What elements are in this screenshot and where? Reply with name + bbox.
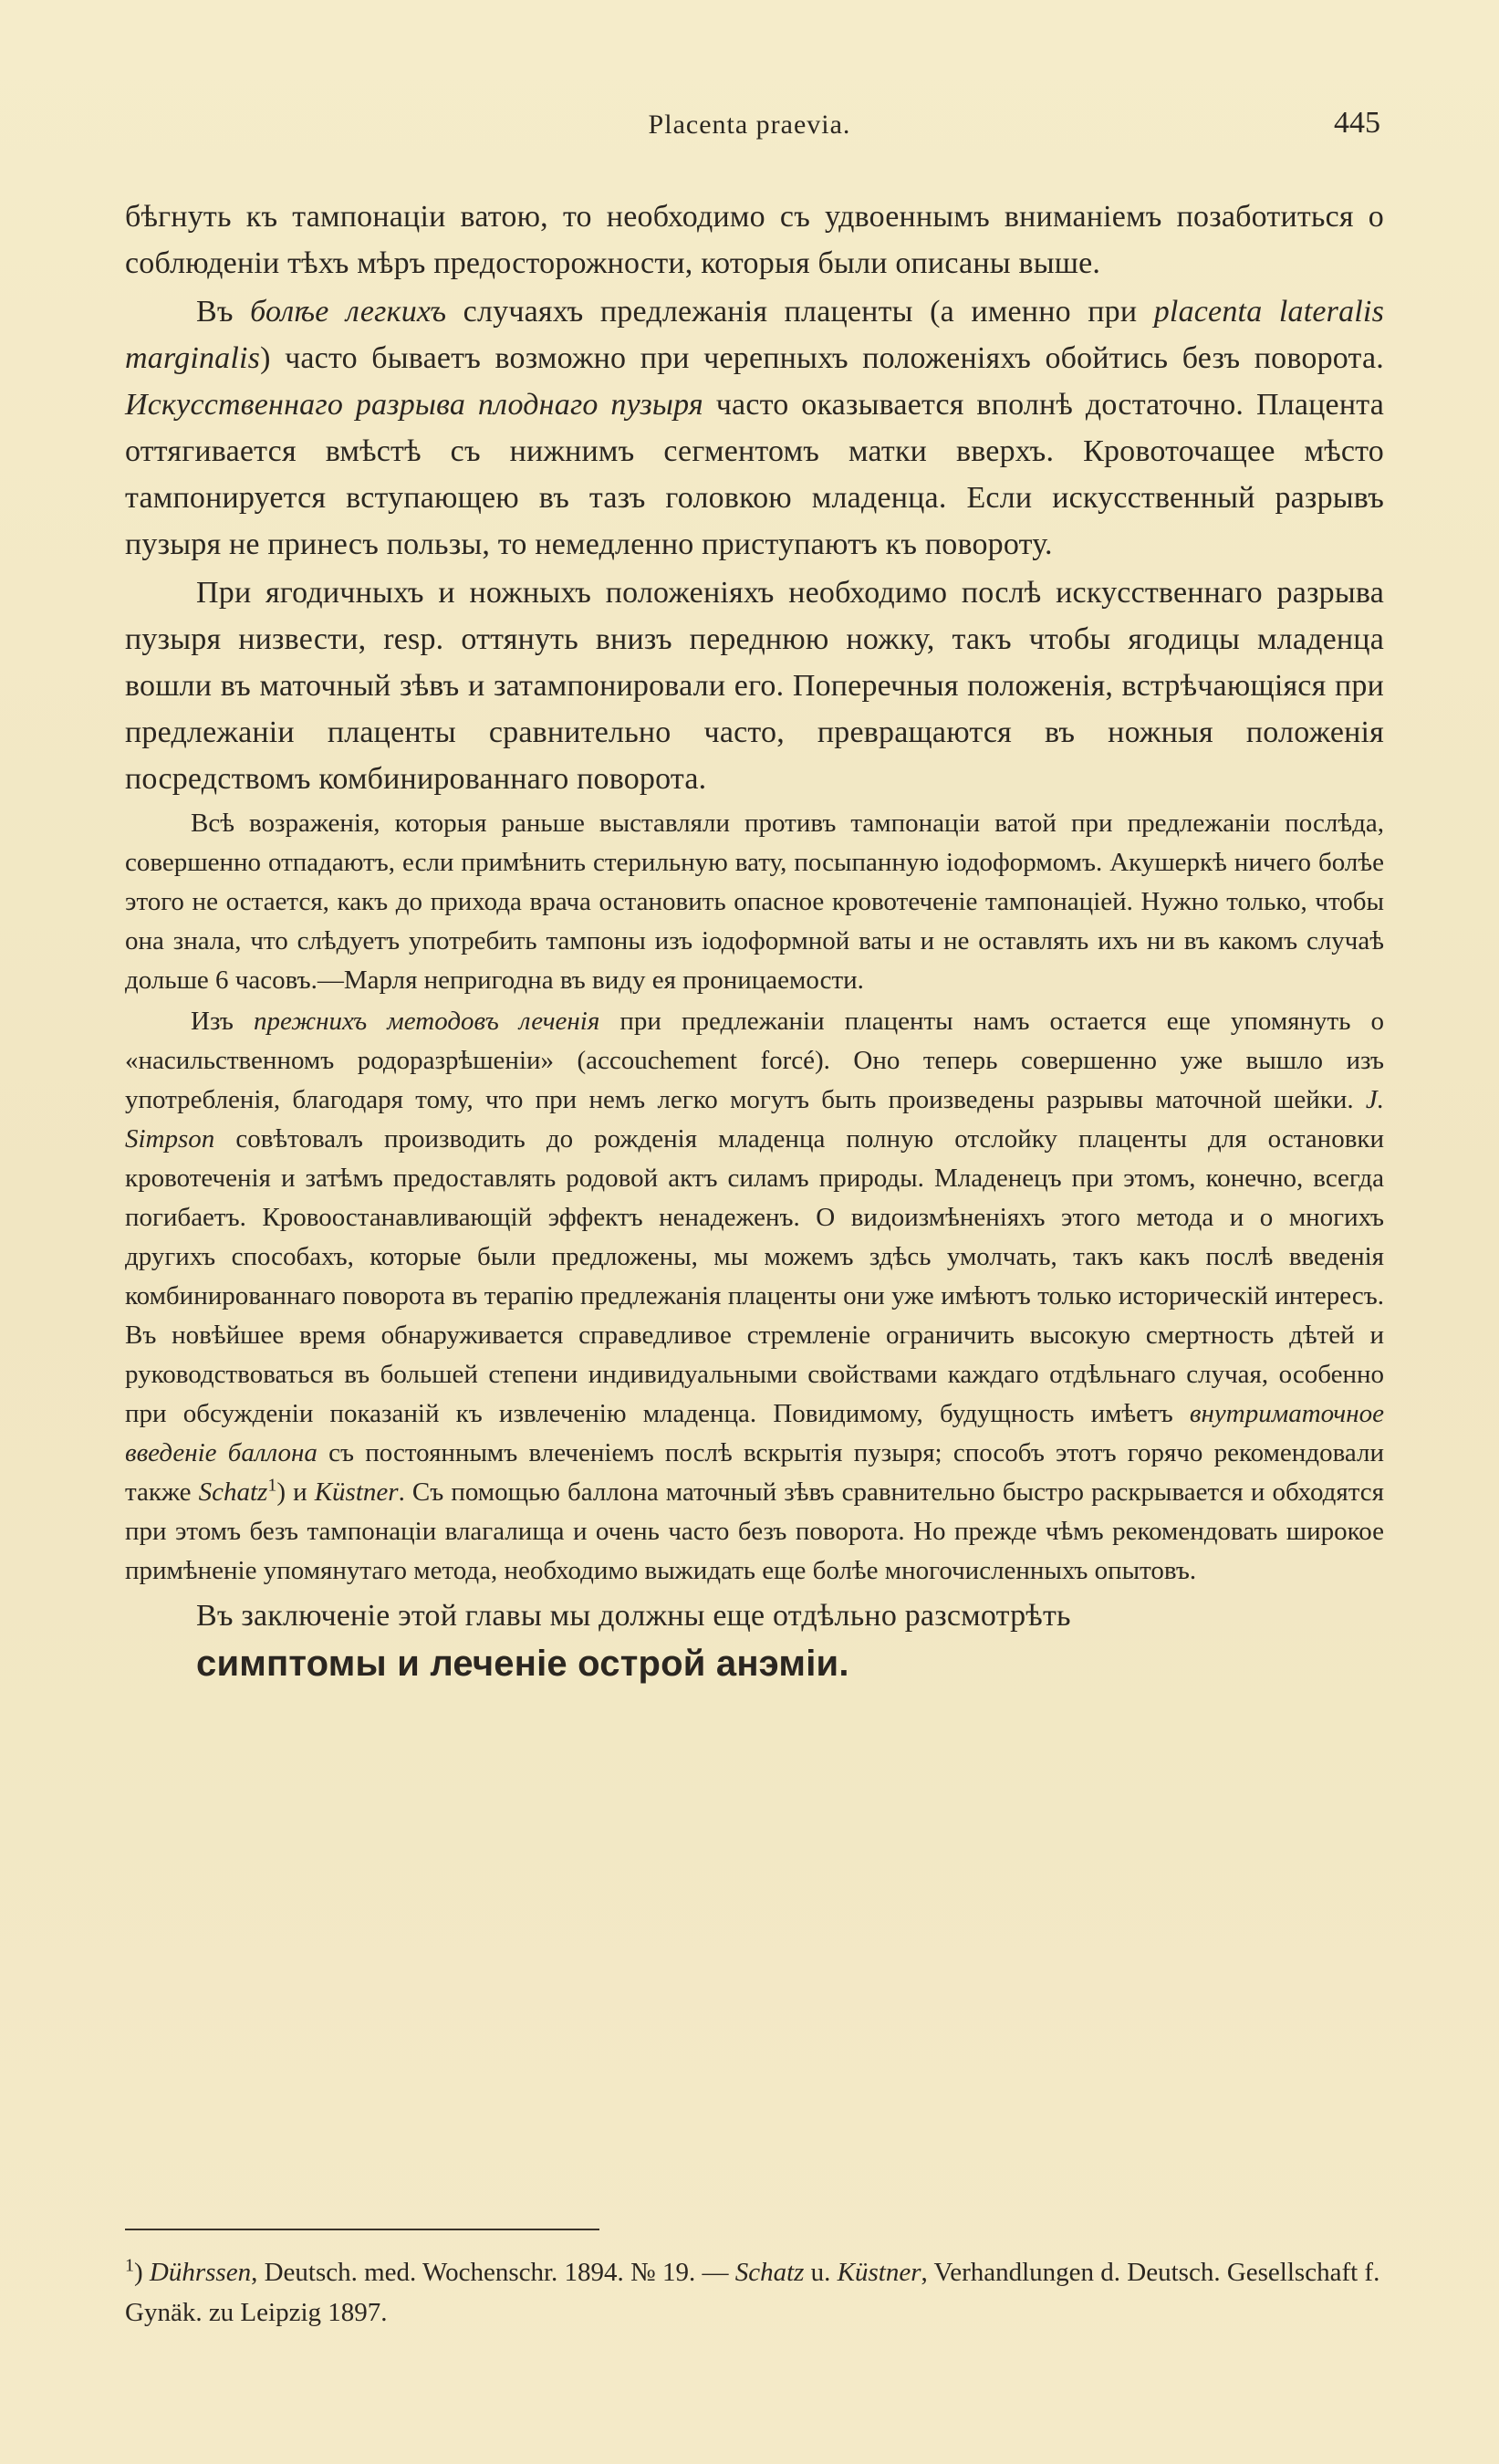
- italic-run: Dührssen: [149, 2258, 252, 2287]
- text-run: u.: [804, 2258, 838, 2287]
- italic-run: болѣе легкихъ: [250, 295, 447, 329]
- text-run: Изъ: [191, 1007, 254, 1036]
- text-run: , Deutsch. med. Wochenschr. 1894. № 19. —: [251, 2258, 735, 2287]
- paragraph-4: Всѣ возраженія, которыя раньше выставляли противъ тампонаціи ватой при предлежаніи послѣда, совершенно отпадаютъ, если примѣнить стерильную вату, посыпанную іодоформомъ. Акушеркѣ ничего болѣе этого не остается, какъ до прихода врача остановить опасное кровотеченіе тампонаціей. Нужно только, чтобы она знала, что слѣдуетъ употребить тампоны изъ іодоформной ваты и не оставлять ихъ ни въ какомъ случаѣ дольше 6 часовъ.—Марля непригодна въ виду ея проницаемости.: [125, 809, 1384, 995]
- italic-run: внутриматочное введеніе баллона: [125, 1399, 1384, 1467]
- text-run: ): [134, 2258, 150, 2287]
- section-heading: симптомы и леченіе острой анэміи.: [196, 1644, 849, 1684]
- page-number: 445: [1334, 106, 1380, 140]
- paragraph-6: [125, 1592, 1384, 1688]
- text-run: . Съ помощью баллона маточный зѣвъ сравнительно быстро раскрывается и обходятся при этомъ безъ тампонаціи влагалища и очень часто безъ поворота. Но прежде чѣмъ рекомендовать широкое примѣненіе упомянутаго метода, необходимо выжидать еще болѣе многочисленныхъ опытовъ.: [125, 1477, 1385, 1585]
- body-text: [125, 193, 1384, 1688]
- text-run: при предлежаніи плаценты намъ остается еще упомянуть о «насильственномъ родоразрѣшеніи» (accouchement forcé). Оно теперь совершенно уже вышло изъ употребленія, благодаря тому, что при немъ легко могутъ быть произведены разрывы маточной шейки.: [125, 1007, 1385, 1114]
- italic-run: Искусственнаго разрыва плоднаго пузыря: [125, 388, 703, 422]
- text-run: часто оказывается вполнѣ достаточно. Плацента оттягивается вмѣстѣ съ нижнимъ сегментомъ матки вверхъ. Кровоточащее мѣсто тампонируется вступающею въ тазъ головкою младенца. Если искусственный разрывъ пузыря не принесъ пользы, то немедленно приступаютъ къ повороту.: [125, 388, 1384, 561]
- italic-run: Schatz: [734, 2258, 805, 2287]
- text-run: случаяхъ предлежанія плаценты (а именно при: [446, 295, 1154, 329]
- italic-run: Küstner: [314, 1477, 399, 1507]
- page-header: [0, 102, 1499, 148]
- paragraph-3: При ягодичныхъ и ножныхъ положеніяхъ необходимо послѣ искусственнаго разрыва пузыря низвести, resp. оттянуть внизъ переднюю ножку, такъ чтобы ягодицы младенца вошли въ маточный зѣвъ и затампонировали его. Поперечныя положенія, встрѣчающіяся при предлежаніи плаценты сравнительно часто, превращаются въ ножныя положенія посредствомъ комбинированнаго поворота.: [125, 576, 1384, 796]
- footnote-divider: [125, 2229, 599, 2230]
- text-run: , Verhandlungen d. Deutsch. Gesellschaft f. Gynäk. zu Leipzig 1897.: [125, 2258, 1380, 2327]
- footnote: [125, 2252, 1384, 2333]
- text-run: Въ заключеніе этой главы мы должны еще отдѣльно разсмотрѣть: [196, 1599, 1071, 1633]
- running-title: Placenta praevia.: [648, 110, 851, 140]
- paragraph-2: [125, 288, 1384, 568]
- italic-run: placenta lateralis marginalis: [125, 295, 1384, 375]
- text-run: съ постояннымъ влеченіемъ послѣ вскрытія пузыря; способъ этотъ горячо рекомендовали также: [125, 1438, 1384, 1507]
- text-run: ) и: [276, 1477, 315, 1507]
- text-run: Въ: [196, 295, 251, 329]
- italic-run: прежнихъ методовъ леченія: [253, 1007, 600, 1036]
- italic-run: Schatz: [198, 1477, 268, 1507]
- text-run: совѣтовалъ производить до рожденія младенца полную отслойку плаценты для остановки кровотеченія и затѣмъ предоставлять родовой актъ силамъ природы. Младенецъ при этомъ, конечно, всегда погибаетъ. Кровоостанавливающій эффектъ ненадеженъ. О видоизмѣненіяхъ этого метода и о многихъ другихъ способахъ, которые были предложены, мы можемъ здѣсь умолчать, такъ какъ послѣ введенія комбинированнаго поворота въ терапію предлежанія плаценты они уже имѣютъ только историческій интересъ. Въ новѣйшее время обнаруживается справедливое стремленіе ограничить высокую смертность дѣтей и руководствоваться въ большей степени индивидуальными свойствами каждаго отдѣльнаго случая, особенно при обсужденіи показаній къ извлеченію младенца. Повидимому, будущность имѣетъ: [125, 1124, 1384, 1428]
- paragraph-1: бѣгнуть къ тампонаціи ватою, то необходимо съ удвоеннымъ вниманіемъ позаботиться о соблюденіи тѣхъ мѣръ предосторожности, которыя были описаны выше.: [125, 200, 1384, 280]
- paragraph-5: [125, 1002, 1384, 1591]
- italic-run: Küstner: [837, 2258, 921, 2287]
- footnote-marker: 1: [125, 2255, 134, 2276]
- text-run: ) часто бываетъ возможно при черепныхъ положеніяхъ обойтись безъ поворота.: [260, 341, 1384, 375]
- footnote-marker: 1: [267, 1475, 277, 1496]
- italic-run: J. Simpson: [125, 1085, 1384, 1154]
